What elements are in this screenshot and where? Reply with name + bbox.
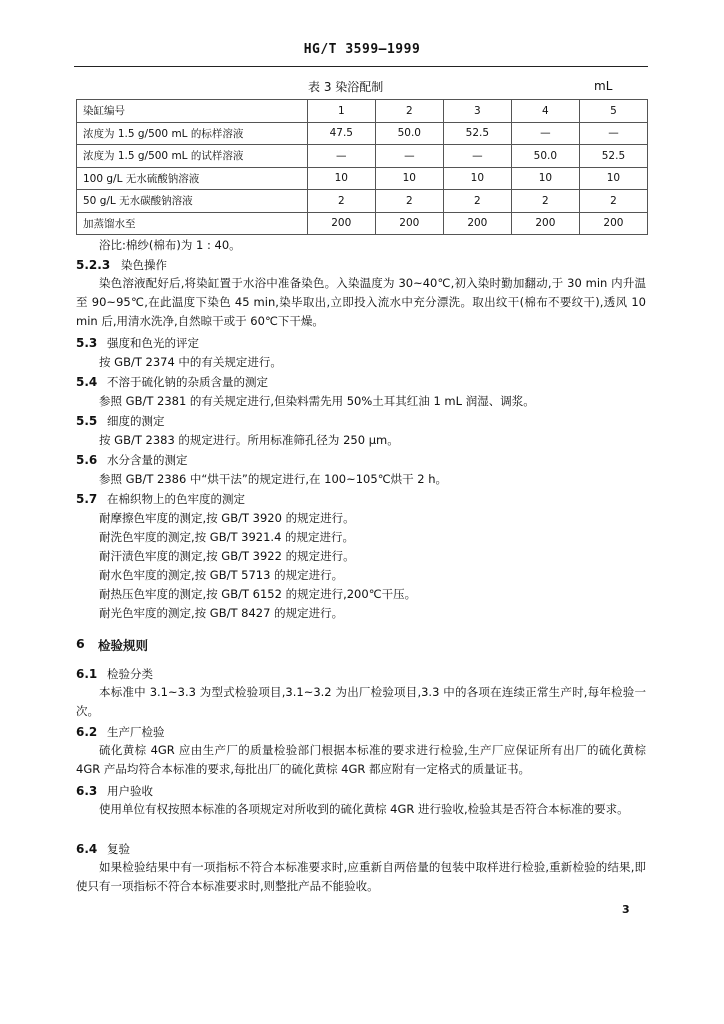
bath-ratio-text: 浴比:棉纱(棉布)为 1 : 40。: [99, 238, 241, 252]
section-title: 染色操作: [121, 258, 167, 272]
table-cell: 200: [511, 212, 579, 235]
section-number: 6.2: [76, 725, 98, 739]
table-col-header: 1: [307, 100, 375, 123]
table-row: [77, 212, 648, 235]
table-col-header: 3: [443, 100, 511, 123]
section-number: 6.4: [76, 842, 98, 856]
section-title: 细度的测定: [107, 414, 165, 428]
table-cell: 200: [443, 212, 511, 235]
row-label: 浓度为 1.5 g/500 mL 的试样溶液: [77, 145, 308, 168]
table-row: [77, 190, 648, 213]
table-cell: 2: [443, 190, 511, 213]
section-number: 5.6: [76, 453, 98, 467]
section-title: 生产厂检验: [107, 725, 165, 739]
section-text: 按 GB/T 2374 中的有关规定进行。: [99, 355, 282, 369]
row-label: 浓度为 1.5 g/500 mL 的标样溶液: [77, 122, 308, 145]
table-cell: 2: [375, 190, 443, 213]
table-header-label: 染缸编号: [77, 100, 308, 123]
section-paragraph: 如果检验结果中有一项指标不符合本标准要求时,应重新自两倍量的包装中取样进行检验,重新检验的结果,即使只有一项指标不符合本标准要求时,则整批产品不能验收。: [76, 860, 646, 893]
table-cell: 200: [579, 212, 647, 235]
list-item: 耐水色牢度的测定,按 GB/T 5713 的规定进行。: [99, 568, 344, 582]
table-cell: 47.5: [307, 122, 375, 145]
row-label: 100 g/L 无水硫酸钠溶液: [77, 167, 308, 190]
list-item: 耐热压色牢度的测定,按 GB/T 6152 的规定进行,200℃干压。: [99, 587, 417, 601]
table-cell: 50.0: [511, 145, 579, 168]
list-item: 耐摩擦色牢度的测定,按 GB/T 3920 的规定进行。: [99, 511, 355, 525]
section-text: 参照 GB/T 2381 的有关规定进行,但染料需先用 50%土耳其红油 1 mL 润湿、调浆。: [99, 394, 535, 408]
table-cell: 50.0: [375, 122, 443, 145]
chapter-number: 6: [76, 636, 85, 651]
table-row: [77, 145, 648, 168]
table-row: [77, 167, 648, 190]
row-label: 加蒸馏水至: [77, 212, 308, 235]
section-title: 强度和色光的评定: [107, 336, 199, 350]
table-cell: 10: [579, 167, 647, 190]
section-paragraph: 本标准中 3.1~3.3 为型式检验项目,3.1~3.2 为出厂检验项目,3.3 中的各项在连续正常生产时,每年检验一次。: [76, 685, 646, 718]
table-cell: 52.5: [443, 122, 511, 145]
section-number: 6.1: [76, 667, 98, 681]
section-title: 用户验收: [107, 784, 153, 798]
table-col-header: 2: [375, 100, 443, 123]
section-text: 按 GB/T 2383 的规定进行。所用标准筛孔径为 250 μm。: [99, 433, 399, 447]
table-cell: 52.5: [579, 145, 647, 168]
section-number: 6.3: [76, 784, 98, 798]
table-header-row: [77, 100, 648, 123]
table-cell: 2: [511, 190, 579, 213]
section-number: 5.3: [76, 336, 98, 350]
section-paragraph: 使用单位有权按照本标准的各项规定对所收到的硫化黄棕 4GR 进行验收,检验其是否符合本标准的要求。: [99, 802, 629, 816]
section-paragraph: 硫化黄棕 4GR 应由生产厂的质量检验部门根据本标准的要求进行检验,生产厂应保证所有出厂的硫化黄棕 4GR 产品均符合本标准的要求,每批出厂的硫化黄棕 4GR 都应附有一定格式的质量证书。: [76, 743, 646, 776]
table-cell: 10: [511, 167, 579, 190]
section-number: 5.5: [76, 414, 98, 428]
table-cell: 10: [443, 167, 511, 190]
table-row: [77, 122, 648, 145]
list-item: 耐洗色牢度的测定,按 GB/T 3921.4 的规定进行。: [99, 530, 355, 544]
table-col-header: 4: [511, 100, 579, 123]
row-label: 50 g/L 无水碳酸钠溶液: [77, 190, 308, 213]
chapter-title: 检验规则: [98, 638, 149, 653]
section-title: 复验: [107, 842, 130, 856]
header-rule: [74, 66, 648, 67]
table-cell: —: [511, 122, 579, 145]
table-cell: —: [375, 145, 443, 168]
table-cell: 10: [375, 167, 443, 190]
table-caption: 表 3 染浴配制: [308, 80, 384, 94]
section-text: 参照 GB/T 2386 中“烘干法”的规定进行,在 100~105℃烘干 2 h。: [99, 472, 448, 486]
list-item: 耐光色牢度的测定,按 GB/T 8427 的规定进行。: [99, 606, 344, 620]
table-cell: 10: [307, 167, 375, 190]
table-cell: 2: [579, 190, 647, 213]
table-cell: 2: [307, 190, 375, 213]
section-title: 在棉织物上的色牢度的测定: [107, 492, 245, 506]
section-title: 检验分类: [107, 667, 153, 681]
table-cell: —: [579, 122, 647, 145]
section-number: 5.4: [76, 375, 98, 389]
section-number: 5.7: [76, 492, 98, 506]
page-number: 3: [622, 903, 630, 916]
header-standard-code: HG/T 3599—1999: [303, 42, 421, 57]
list-item: 耐汗渍色牢度的测定,按 GB/T 3922 的规定进行。: [99, 549, 355, 563]
dye-bath-table: [76, 99, 648, 235]
table-cell: —: [443, 145, 511, 168]
section-title: 水分含量的测定: [107, 453, 188, 467]
table-cell: 200: [375, 212, 443, 235]
section-paragraph: 染色溶液配好后,将染缸置于水浴中准备染色。入染温度为 30~40℃,初入染时勤加翻动,于 30 min 内升温至 90~95℃,在此温度下染色 45 min,染毕取出,立即投入流水中充分漂洗。取出纹干(棉布不要纹干),透风 10 min 后,用清水洗净,自然晾干或于 60℃下干燥。: [76, 276, 646, 328]
table-unit: mL: [594, 79, 613, 93]
table-col-header: 5: [579, 100, 647, 123]
section-title: 不溶于硫化钠的杂质含量的测定: [107, 375, 268, 389]
table-cell: 200: [307, 212, 375, 235]
table-cell: —: [307, 145, 375, 168]
section-number: 5.2.3: [76, 258, 111, 272]
